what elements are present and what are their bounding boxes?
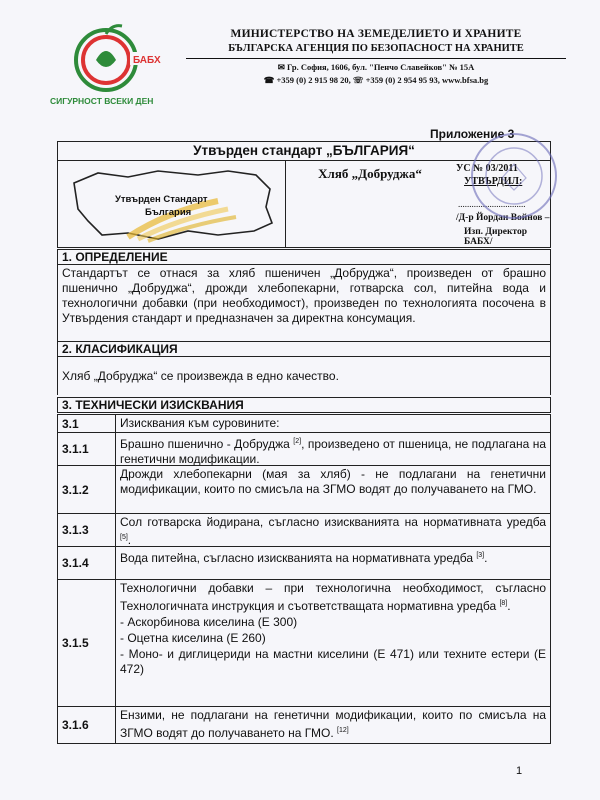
standard-title: Утвърден стандарт „БЪЛГАРИЯ“	[58, 142, 550, 161]
row-number: 3.1.3	[58, 514, 116, 546]
row-number: 3.1.5	[58, 580, 116, 706]
row-text: Дрожди хлебопекарни (мая за хляб) - не подлагани на генетични модификации, които по смисъла на ЗГМО водят до получаването на ГМО.	[120, 467, 546, 496]
list-item: - Аскорбинова киселина (Е 300)	[120, 615, 298, 629]
row-text-part: Брашно пшенично - Добруджа	[120, 437, 290, 451]
row-text-part: Сол готварска йодирана, съгласно изискванията на нормативната уредба	[120, 515, 546, 529]
bfsa-logo	[46, 22, 174, 108]
reference: [8]	[499, 600, 508, 607]
row-text	[116, 580, 550, 706]
reference: [5]	[120, 534, 128, 541]
approved-label: УТВЪРДИЛ:	[464, 176, 523, 187]
section-title: 2. КЛАСИФИКАЦИЯ	[57, 341, 551, 357]
row-number: 3.1	[58, 415, 116, 432]
section-definition	[57, 249, 551, 345]
row-text-part: .	[127, 533, 132, 547]
letterhead	[46, 20, 561, 110]
requirements-table	[57, 414, 551, 744]
map-label-1: Утвърден Стандарт	[115, 194, 208, 205]
reference: [12]	[337, 727, 349, 734]
official-stamp	[468, 130, 560, 222]
signature-line: ..............................	[458, 199, 526, 209]
table-row	[58, 706, 550, 743]
table-row	[58, 513, 550, 546]
row-text-part: Технологични добавки – при технологична необходимост, съгласно Технологичната инструкция и съответстващата нормативна уредба	[120, 581, 546, 613]
svg-text:СИГУРНОСТ ВСЕКИ ДЕН: СИГУРНОСТ ВСЕКИ ДЕН	[50, 96, 154, 106]
section-technical	[57, 397, 551, 413]
section-text: Хляб „Добруджа“ се произвежда в едно качество.	[57, 357, 551, 395]
table-row	[58, 579, 550, 706]
row-text	[116, 707, 550, 743]
section-classification	[57, 341, 551, 395]
row-number: 3.1.1	[58, 433, 116, 465]
row-text	[116, 547, 550, 579]
row-text-part: .	[484, 551, 488, 565]
section-title: 3. ТЕХНИЧЕСКИ ИЗИСКВАНИЯ	[57, 397, 551, 413]
row-text-part: Ензими, не подлагани на генетични модификации, които по смисъла на ЗГМО водят до получаването на ГМО.	[120, 708, 546, 740]
appendix-label: Приложение 3	[430, 127, 515, 141]
map-label-2: България	[145, 207, 192, 218]
reference: [3]	[476, 552, 485, 559]
agency-name: БЪЛГАРСКА АГЕНЦИЯ ПО БЕЗОПАСНОСТ НА ХРАНИТЕ	[186, 43, 566, 59]
section-text: Стандартът се отнася за хляб пшеничен „Добруджа“, произведен от брашно пшенично „Добруджа“, дрожди хлебопекарни, готварска сол, питейна вода и технологични добавки (при необходимост), произведен по технологията посочена в Утвърдения стандарт и предназначен за директна консумация.	[57, 265, 551, 345]
table-row	[58, 465, 550, 513]
row-number: 3.1.2	[58, 466, 116, 513]
row-text-part: Вода питейна, съгласно изискванията на нормативната уредба	[120, 551, 473, 565]
section-title: 1. ОПРЕДЕЛЕНИЕ	[57, 249, 551, 265]
agency-address: ✉ Гр. София, 1606, бул. "Пенчо Славейков" № 15А	[277, 62, 475, 72]
reference: [2]	[293, 438, 302, 445]
table-row	[58, 432, 550, 465]
row-text-part: , произведено от пшеница, не подлагана на генетични модификации.	[120, 437, 546, 466]
list-item: - Оцетна киселина (Е 260)	[120, 631, 266, 645]
page-number: 1	[516, 765, 523, 777]
agency-contacts: ☎ +359 (0) 2 915 98 20, ☏ +359 (0) 2 954 95 93, www.bfsa.bg	[263, 75, 489, 85]
signer-name: /Д-р Йордан Войнов –	[456, 213, 550, 223]
list-item: - Моно- и диглицериди на мастни киселини (Е 471) или техните естери (Е 472)	[120, 647, 546, 676]
row-text	[116, 433, 550, 465]
standard-code: УС № 03/2011	[456, 163, 518, 174]
bulgaria-map	[58, 161, 286, 247]
svg-text:БАБХ: БАБХ	[133, 55, 161, 66]
row-text-part: .	[507, 599, 511, 613]
table-row	[58, 546, 550, 579]
signer-role: Изп. Директор БАБХ/	[464, 227, 527, 247]
row-number: 3.1.6	[58, 707, 116, 743]
row-number: 3.1.4	[58, 547, 116, 579]
product-name: Хляб „Добруджа“	[318, 166, 422, 181]
row-text: Изисквания към суровините:	[120, 416, 280, 430]
ministry-name: МИНИСТЕРСТВО НА ЗЕМЕДЕЛИЕТО И ХРАНИТЕ	[230, 28, 522, 40]
table-row	[58, 415, 550, 432]
row-text	[116, 514, 550, 546]
